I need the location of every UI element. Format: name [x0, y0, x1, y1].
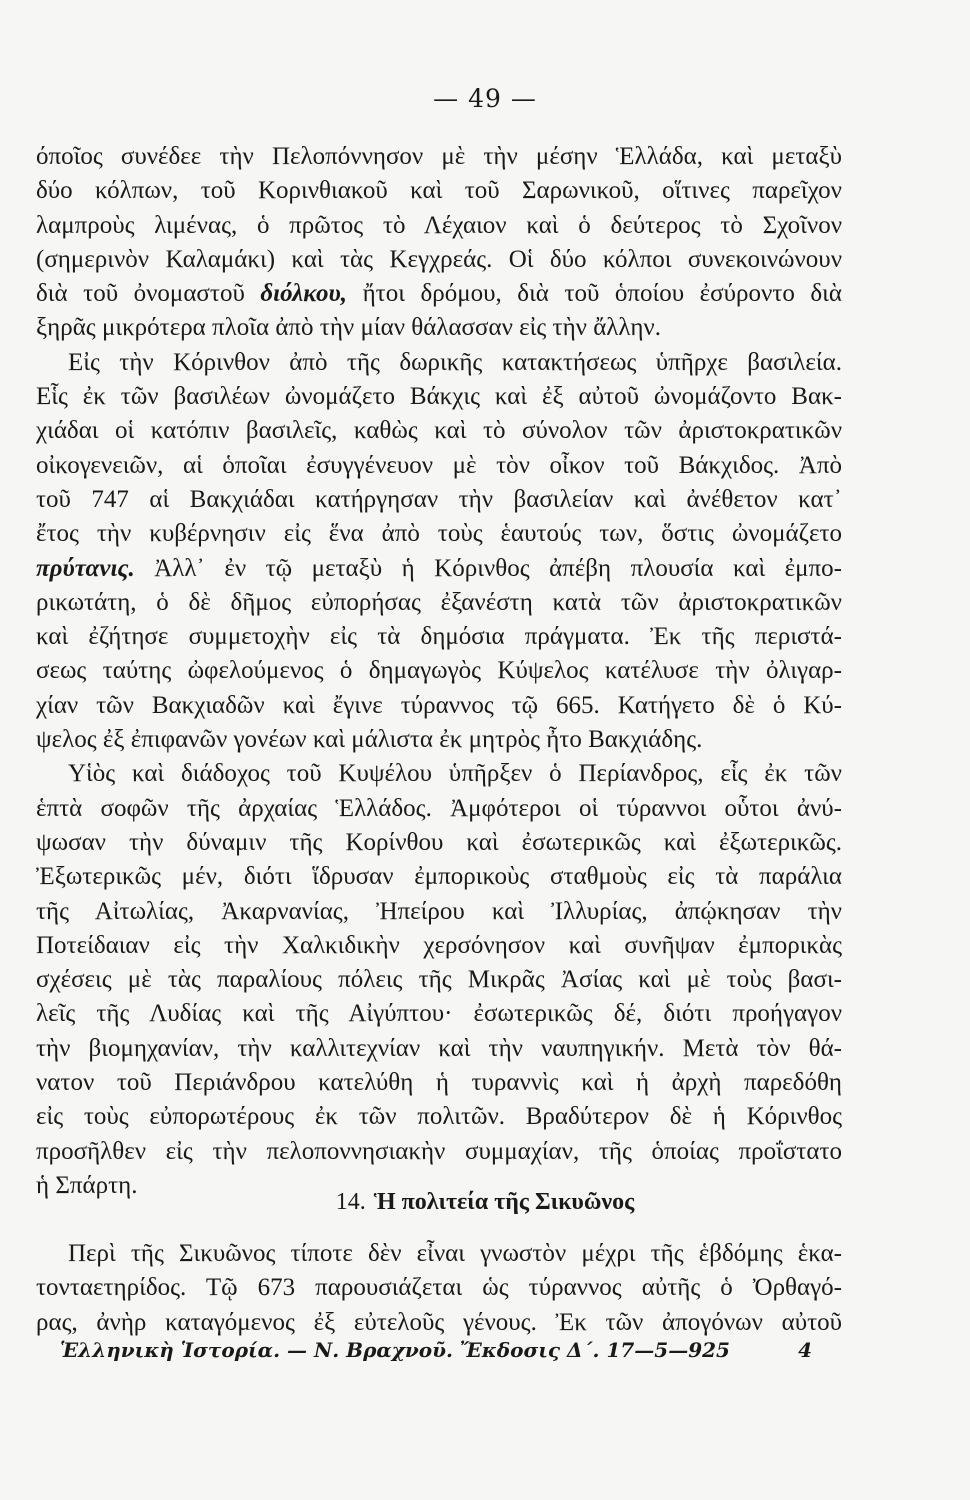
- signature-footer: [60, 1338, 812, 1362]
- section-title: Ἡ πολιτεία τῆς Σικυῶνος: [373, 1189, 635, 1215]
- term-prytanis: πρύτανις.: [36, 554, 135, 582]
- body-text: [36, 140, 842, 1203]
- text-line: δύο κόλπων, τοῦ Κορινθιακοῦ καὶ τοῦ Σαρωνικοῦ, οἵτινες παρεῖχον: [36, 177, 842, 205]
- text-line: ξηρᾶς μικρότερα πλοῖα ἀπὸ τὴν μίαν θάλασσαν εἰς τὴν ἄλλην.: [36, 314, 661, 342]
- text-line: [36, 552, 842, 586]
- text-line: τονταετηρίδος. Τῷ 673 παρουσιάζεται ὡς τύραννος αὐτῆς ὁ Ὀρθαγό-: [36, 1274, 842, 1302]
- section-heading: [0, 1189, 970, 1216]
- text-line: ἑπτὰ σοφῶν τῆς ἀρχαίας Ἑλλάδος. Ἀμφότεροι οἱ τύραννοι οὗτοι ἀνύ-: [36, 794, 842, 822]
- text-line: οἰκογενειῶν, αἱ ὁποῖαι ἐσυγγένευον μὲ τὸν οἶκον τοῦ Βάκχιδος. Ἀπὸ: [36, 451, 842, 479]
- section-number: 14.: [335, 1189, 366, 1215]
- text-line: Ποτείδαιαν εἰς τὴν Χαλκιδικὴν χερσόνησον καὶ συνῆψαν ἐμπορικὰς: [36, 931, 842, 959]
- text-line: χιάδαι οἱ κατόπιν βασιλεῖς, καθὼς καὶ τὸ σύνολον τῶν ἀριστοκρατικῶν: [36, 417, 842, 445]
- text-line: ἡ Σπάρτη.: [36, 1171, 138, 1199]
- text-line: καὶ ἐζήτησε συμμετοχὴν εἰς τὰ δημόσια πράγματα. Ἐκ τῆς περιστά-: [36, 623, 842, 651]
- text-line: νατον τοῦ Περιάνδρου κατελύθη ἡ τυραννὶς καὶ ἡ ἀρχὴ παρεδόθη: [36, 1069, 842, 1097]
- text-line: Εἰς τὴν Κόρινθον ἀπὸ τῆς δωρικῆς κατακτήσεως ὑπῆρχε βασιλεία.: [68, 348, 842, 376]
- text-span: διὰ τοῦ ὀνομαστοῦ: [36, 280, 261, 308]
- text-line: λαμπροὺς λιμένας, ὁ πρῶτος τὸ Λέχαιον καὶ ὁ δεύτερος τὸ Σχοῖνον: [36, 211, 842, 239]
- body-text-section-14: [36, 1237, 842, 1340]
- text-line: τοῦ 747 αἱ Βακχιάδαι κατήργησαν τὴν βασιλείαν καὶ ἀνέθετον κατ᾽: [36, 485, 842, 513]
- text-line: Υἱὸς καὶ διάδοχος τοῦ Κυψέλου ὑπῆρξεν ὁ Περίανδρος, εἷς ἐκ τῶν: [68, 760, 842, 788]
- term-diolkos: διόλκου,: [260, 280, 348, 308]
- text-line: ρας, ἀνὴρ καταγόμενος ἐξ εὐτελοῦς γένους. Ἐκ τῶν ἀπογόνων αὐτοῦ: [36, 1308, 842, 1336]
- text-line: λεῖς τῆς Λυδίας καὶ τῆς Αἰγύπτου· ἐσωτερικῶς δέ, διότι προήγαγον: [36, 1000, 842, 1028]
- text-span: ἤτοι δρόμου, διὰ τοῦ ὁποίου ἐσύροντο διὰ: [347, 280, 843, 308]
- footer-text: Ἑλληνικὴ Ἱστορία. — Ν. Βραχνοῦ. Ἔκδοσις Δ΄. 17—5—925: [60, 1338, 730, 1362]
- text-line: [36, 277, 842, 311]
- text-line: ἔτος τὴν κυβέρνησιν εἰς ἕνα ἀπὸ τοὺς ἑαυτούς των, ὅστις ὠνομάζετο: [36, 520, 842, 548]
- sheet-number: 4: [798, 1338, 812, 1362]
- text-line: τῆς Αἰτωλίας, Ἀκαρνανίας, Ἠπείρου καὶ Ἰλλυρίας, ἀπῴκησαν τὴν: [36, 897, 842, 925]
- text-line: (σημερινὸν Καλαμάκι) καὶ τὰς Κεγχρεάς. Οἱ δύο κόλποι συνεκοινώνουν: [36, 245, 842, 273]
- text-line: Εἷς ἐκ τῶν βασιλέων ὠνομάζετο Βάκχις καὶ ἐξ αὐτοῦ ὠνομάζοντο Βακ-: [36, 383, 842, 411]
- text-line: ρικωτάτη, ὁ δὲ δῆμος εὐπορήσας ἐξανέστη κατὰ τῶν ἀριστοκρατικῶν: [36, 588, 842, 616]
- text-line: σχέσεις μὲ τὰς παραλίους πόλεις τῆς Μικρᾶς Ἀσίας καὶ μὲ τοὺς βασι-: [36, 966, 842, 994]
- text-line: ψελος ἐξ ἐπιφανῶν γονέων καὶ μάλιστα ἐκ μητρὸς ἦτο Βακχιάδης.: [36, 726, 703, 754]
- text-line: Περὶ τῆς Σικυῶνος τίποτε δὲν εἶναι γνωστὸν μέχρι τῆς ἑβδόμης ἑκα-: [68, 1240, 842, 1267]
- text-span: Ἀλλ᾽ ἐν τῷ μεταξὺ ἡ Κόρινθος ἀπέβη πλουσία καὶ ἐμπο-: [134, 554, 842, 582]
- text-line: προσῆλθεν εἰς τὴν πελοποννησιακὴν συμμαχίαν, τῆς ὁποίας προΐστατο: [36, 1137, 842, 1165]
- text-line: σεως ταύτης ὠφελούμενος ὁ δημαγωγὸς Κύψελος κατέλυσε τὴν ὀλιγαρ-: [36, 657, 842, 685]
- text-line: ψωσαν τὴν δύναμιν τῆς Κορίνθου καὶ ἐσωτερικῶς καὶ ἐξωτερικῶς.: [36, 828, 842, 856]
- text-line: χίαν τῶν Βακχιαδῶν καὶ ἔγινε τύραννος τῷ 665. Κατήγετο δὲ ὁ Κύ-: [36, 691, 842, 719]
- text-line: όποῖος συνέδεε τὴν Πελοπόννησον μὲ τὴν μέσην Ἑλλάδα, καὶ μεταξὺ: [36, 143, 842, 170]
- text-line: Ἐξωτερικῶς μέν, διότι ἵδρυσαν ἐμπορικοὺς σταθμοὺς εἰς τὰ παράλια: [36, 863, 842, 891]
- text-line: τὴν βιομηχανίαν, τὴν καλλιτεχνίαν καὶ τὴν ναυπηγικήν. Μετὰ τὸν θά-: [36, 1034, 842, 1062]
- page-number: — 49 —: [433, 84, 537, 113]
- text-line: εἰς τοὺς εὐπορωτέρους ἐκ τῶν πολιτῶν. Βραδύτερον δὲ ἡ Κόρινθος: [36, 1103, 842, 1131]
